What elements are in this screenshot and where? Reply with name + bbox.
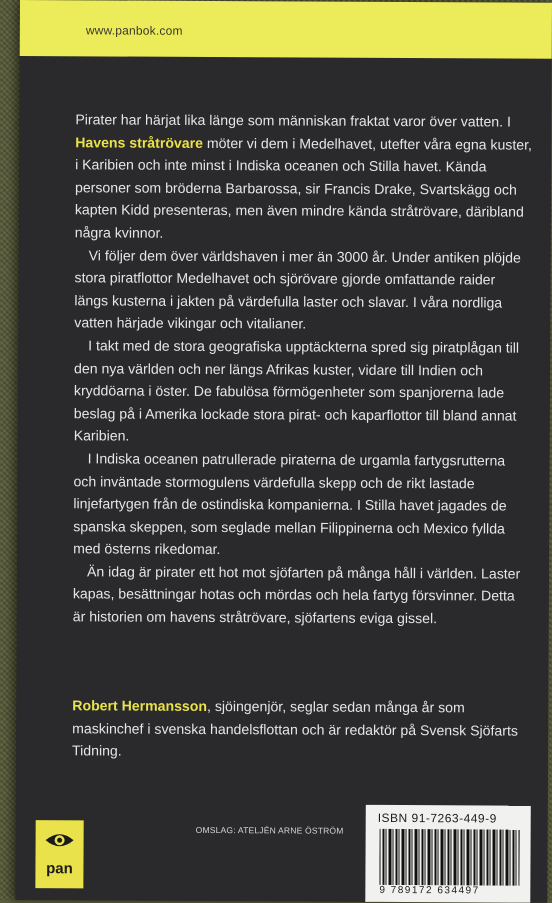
book-back-cover [15,0,552,903]
pan-logo [35,820,83,888]
eye-icon [44,828,76,852]
book-title-highlight: Havens stråtrövare [75,133,204,151]
blurb-paragraph-3: I takt med de stora geografiska upptäckterna spred sig piratplågan till den nya världen och ner längs Afrikas kuster, vidare till Indien och kryddöarna i öster. De fabulösa förmögenheter som spanjorerna lade beslag på i Amerika lockade stora pirat- och kaparflottor till bland annat Karibien. [73,337,520,444]
barcode-number: 9 789172 634497 [379,884,480,897]
cover-credit: OMSLAG: ATELJÉN ARNE ÖSTRÖM [195,824,344,836]
blurb-paragraph-4: I Indiska oceanen patrullerade piraterna de urgamla fartygsrutterna och inväntade stormogulens värdefulla skepp och de rikt lastade linjefartygen från de ostindiska kompanierna. I Stilla havet jagades de spanska skeppen, som seglade mellan Filippinerna och Mexico fyllda med österns rikedomar. [73,450,507,558]
top-banner [20,0,552,59]
isbn-panel [365,805,531,903]
author-description: , sjöingenjör, seglar sedan många år som maskinchef i svenska handelsflottan och är redaktör på Svensk Sjöfarts Tidning. [72,697,518,759]
logo-wordmark: pan [46,860,73,878]
publisher-url: www.panbok.com [85,23,183,38]
blurb-paragraph-1: Pirater har härjat lika länge som människan fraktat varor över vatten. I Havens stråtrövare möter vi dem i Medelhavet, utefter våra egna kuster, i Karibien och inte minst i Indiska oceanen och Stilla havet. Kända personer som bröderna Barbarossa, sir Francis Drake, Svartskägg och kapten Kidd presenteras, men även mindre kända stråtrövare, däribland några kvinnor. [74,111,533,241]
blurb-text [73,108,534,630]
blurb-paragraph-2: Vi följer dem över världshaven i mer än 3000 år. Under antiken plöjde stora piratflottor Medelhavet och sjörövare gjorde omfattande raider längs kusterna i jakten på värdefulla laster och slavar. I våra nordliga vatten härjade vikingar och vitalianer. [74,246,521,332]
barcode [379,829,519,886]
blurb-paragraph-5: Än idag är pirater ett hot mot sjöfarten på många håll i världen. Laster kapas, besättningar hotas och mördas och hela fartyg försvinner. Detta är historien om havens stråtrövare, sjöfartens eviga gissel. [72,563,521,627]
author-name: Robert Hermansson [72,697,208,714]
author-bio [72,694,532,764]
isbn-label: ISBN 91-7263-449-9 [377,810,497,826]
